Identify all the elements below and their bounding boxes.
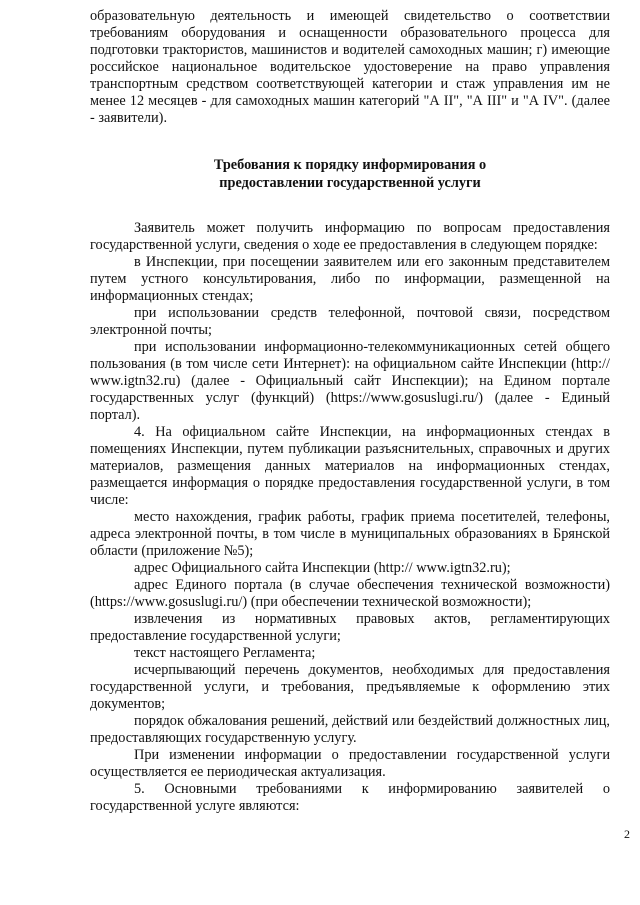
paragraph-item-5: 5. Основными требованиями к информированию заявителей о государственной услуге являются: [90,781,610,814]
paragraph-actualization: При изменении информации о предоставлении государственной услуги осуществляется ее периодическая актуализация. [90,747,610,780]
paragraph-unified-portal: адрес Единого портала (в случае обеспечения технической возможности) (https://www.gosuslugi.ru/) (при обеспечении технической возможности); [90,577,610,610]
paragraph-item-4: 4. На официальном сайте Инспекции, на информационных стендах в помещениях Инспекции, путем публикации разъяснительных, справочных и других материалов, размещения данных материалов на информационных стендах, размещается информация о порядке предоставления государственной услуги, в том числе: [90,424,610,508]
heading-line-2: предоставлении государственной услуги [219,175,481,191]
paragraph-official-site: адрес Официального сайта Инспекции (http:// www.igtn32.ru); [134,560,511,576]
paragraph-location: место нахождения, график работы, график приема посетителей, телефоны, адреса электронной почты, в том числе в муниципальных образованиях в Брянской области (приложение №5); [90,509,610,559]
intro-paragraph: образовательную деятельность и имеющей свидетельство о соответствии требованиям оборудования и оснащенности образовательного процесса для подготовки трактористов, машинистов и водителей самоходных машин; г) имеющие российское национальное водительское удостоверение на право управления транспортным средством соответствующей категории и стаж управления им не менее 12 месяцев - для самоходных машин категорий "А II", "А III" и "А IV". (далее - заявители). [90,8,610,126]
paragraph-applicant-info: Заявитель может получить информацию по вопросам предоставления государственной услуги, сведения о ходе ее предоставления в следующем порядке: [90,220,610,253]
document-page [90,8,610,815]
paragraph-phone-mail: при использовании средств телефонной, почтовой связи, посредством электронной почты; [90,305,610,338]
section-heading [90,156,610,192]
paragraph-internet: при использовании информационно-телекоммуникационных сетей общего пользования (в том числе сети Интернет): на официальном сайте Инспекции (http:// www.igtn32.ru) (далее - Официальный сайт Инспекции); на Едином портале государственных услуг (функций) (https://www.gosuslugi.ru/) (далее - Единый портал). [90,339,610,423]
paragraph-appeal-procedure: порядок обжалования решений, действий или бездействий должностных лиц, предоставляющих государственную услугу. [90,713,610,746]
heading-line-1: Требования к порядку информирования о [213,157,487,173]
paragraph-extracts: извлечения из нормативных правовых актов, регламентирующих предоставление государственной услуги; [90,611,610,644]
paragraph-in-inspection: в Инспекции, при посещении заявителем или его законным представителем путем устного консультирования, либо по информации, размещенной на информационных стендах; [90,254,610,304]
paragraph-documents-list: исчерпывающий перечень документов, необходимых для предоставления государственной услуги, и требования, предъявляемые к оформлению этих документов; [90,662,610,712]
paragraph-regulation-text: текст настоящего Регламента; [134,645,316,661]
page-number: 2 [624,827,630,841]
